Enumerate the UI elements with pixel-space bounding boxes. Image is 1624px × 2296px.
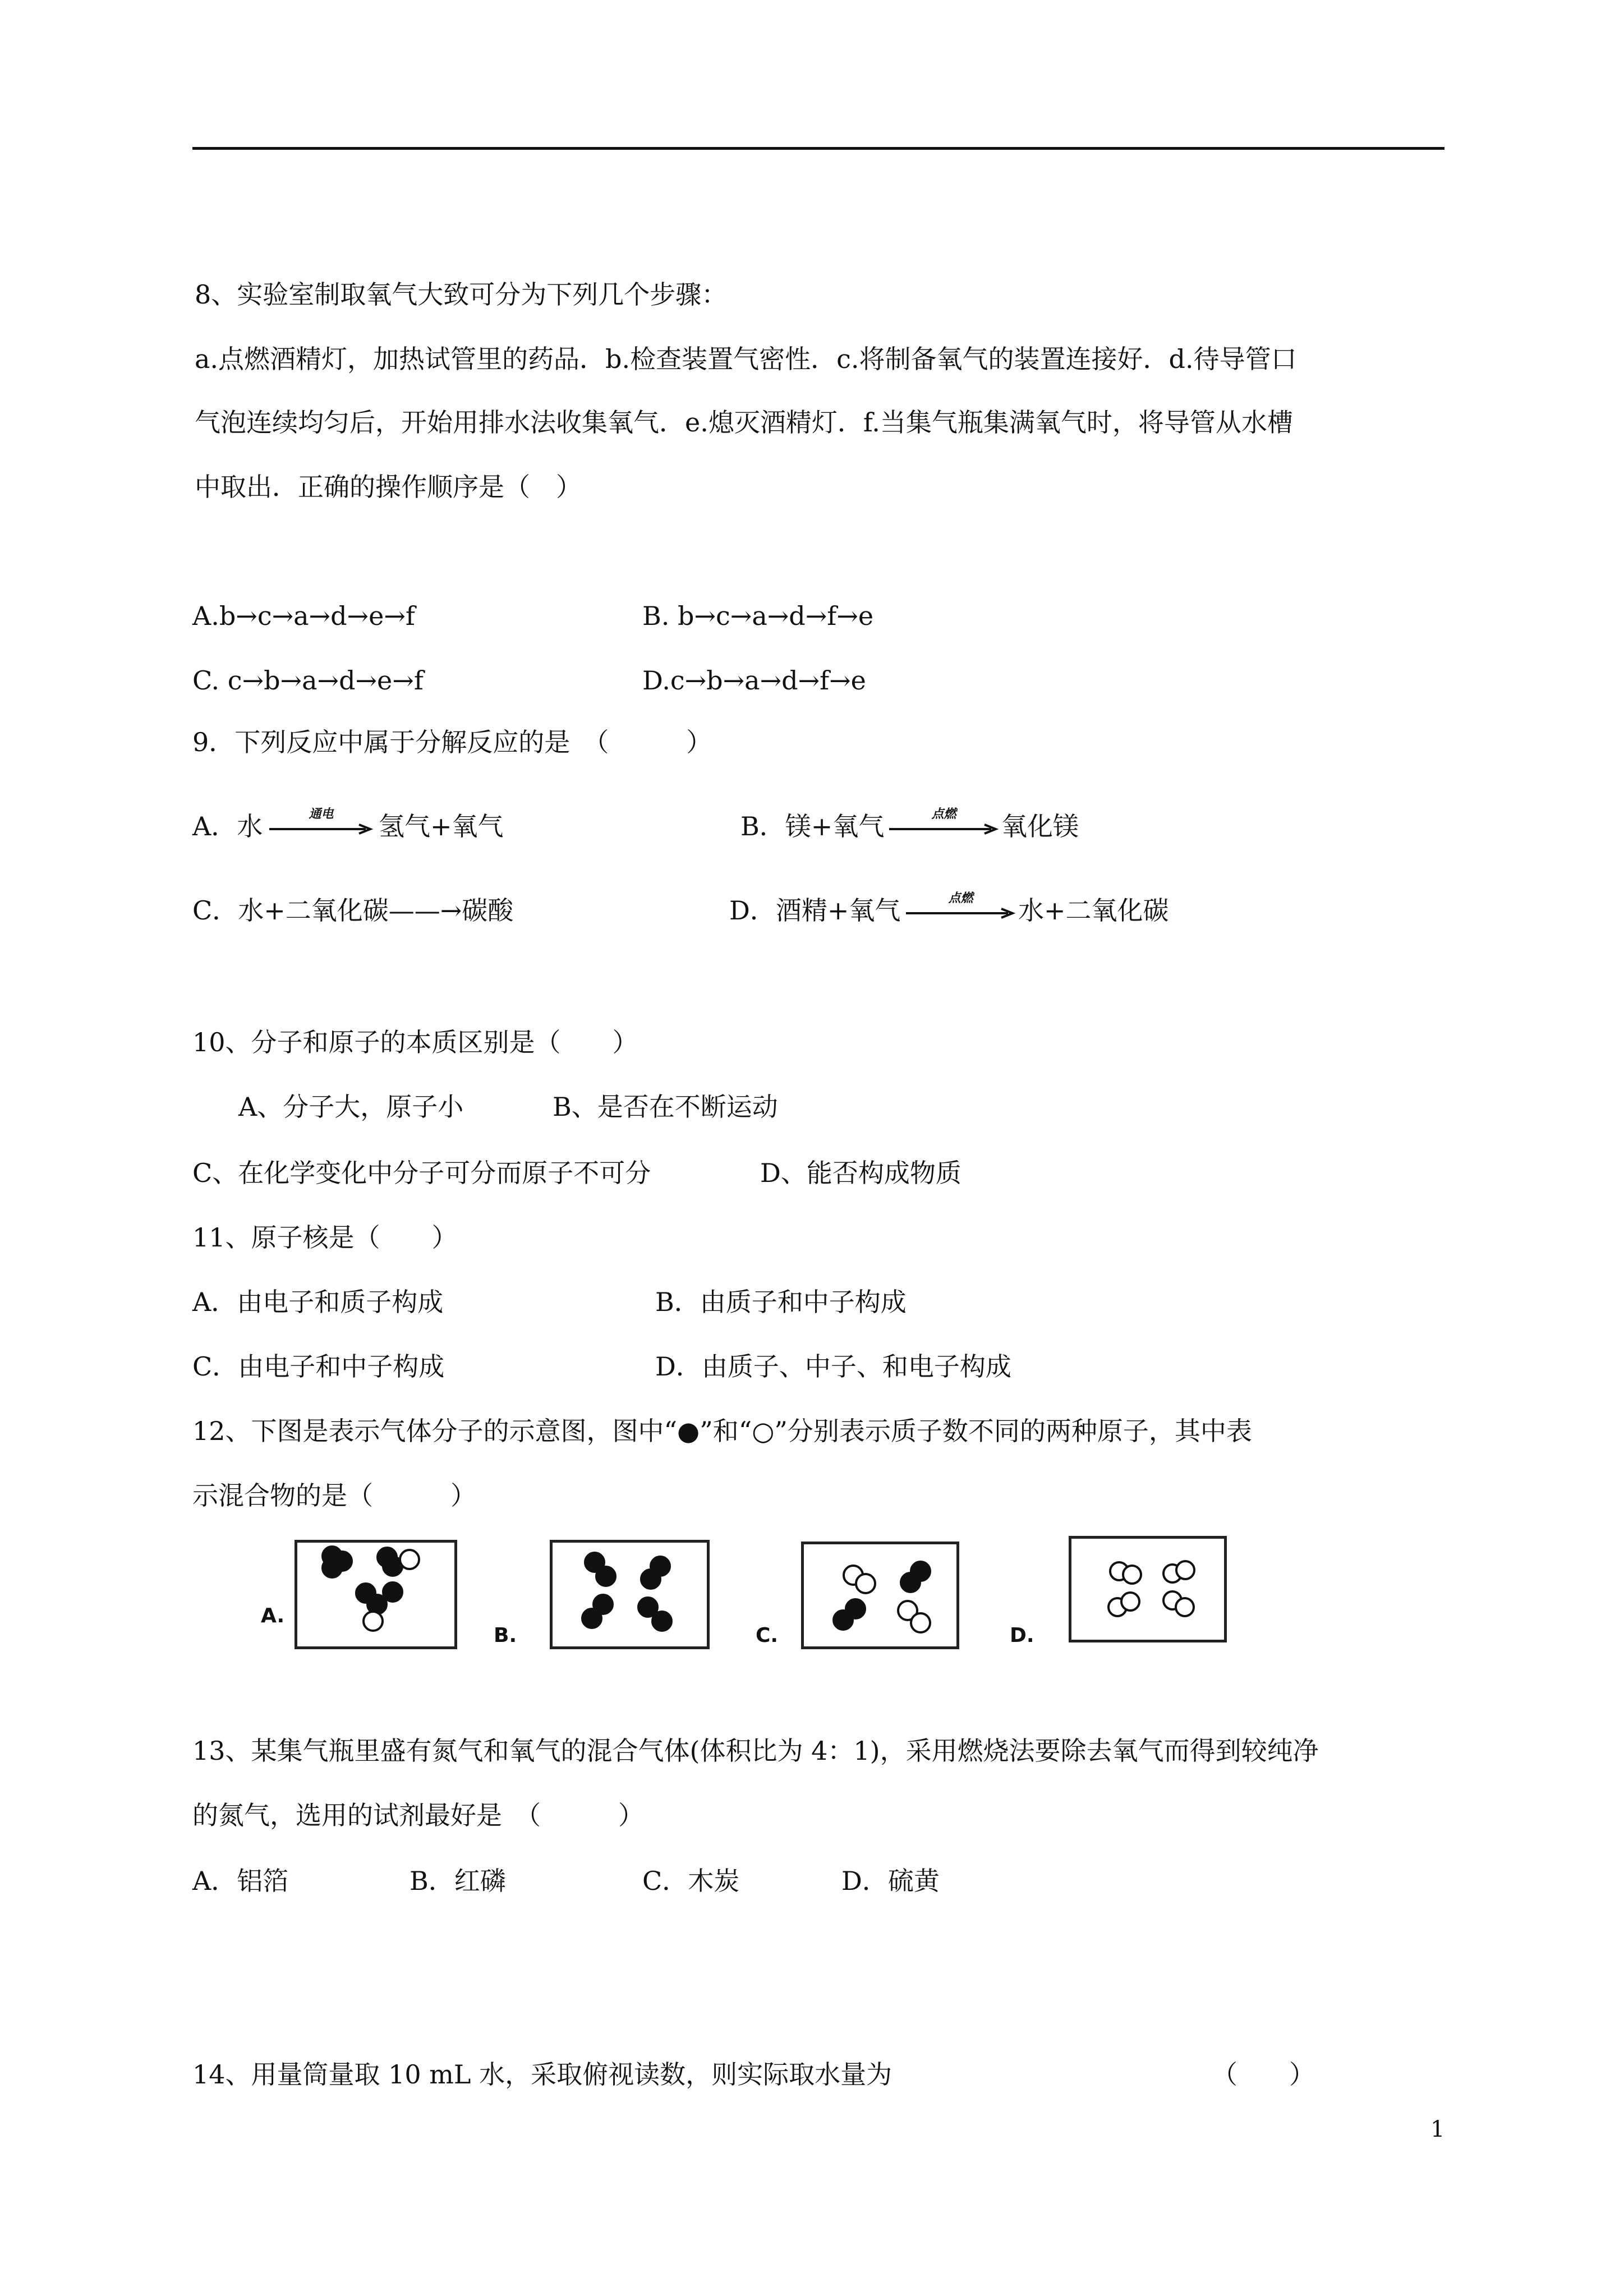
panel-a-label: A. bbox=[261, 1604, 285, 1627]
q9-a-arrow bbox=[269, 807, 373, 835]
q11-stem: 11、原子核是（ ） bbox=[192, 1222, 458, 1253]
q8-line3: 中取出．正确的操作顺序是（ ） bbox=[195, 472, 582, 502]
q10-option-b: B、是否在不断运动 bbox=[553, 1092, 778, 1122]
molecule-diagram-a bbox=[297, 1543, 454, 1646]
panel-d-label: D. bbox=[1010, 1624, 1034, 1647]
q9-d-product: 水+二氧化碳 bbox=[1018, 895, 1169, 926]
q13-option-b: B．红磷 bbox=[410, 1866, 506, 1896]
q13-line2: 的氮气，选用的试剂最好是 （ ） bbox=[192, 1800, 644, 1830]
q13-option-c: C．木炭 bbox=[642, 1866, 740, 1896]
q9-c-equation: C．水+二氧化碳——→碳酸 bbox=[192, 895, 514, 926]
q9-a-reactant: A．水 bbox=[192, 811, 263, 841]
molecule-diagram-d bbox=[1071, 1539, 1224, 1640]
q10-option-d: D、能否构成物质 bbox=[760, 1158, 961, 1188]
q9-a-condition: 通电 bbox=[309, 807, 334, 821]
arrow-icon bbox=[889, 823, 999, 835]
q8-line2: 气泡连续均匀后，开始用排水法收集氧气．e.熄灭酒精灯．f.当集气瓶集满氧气时，将导管从水槽 bbox=[195, 407, 1293, 438]
header-rule bbox=[192, 147, 1444, 150]
page-number: 1 bbox=[1430, 2116, 1445, 2142]
q11-option-a: A．由电子和质子构成 bbox=[192, 1287, 444, 1317]
panel-b-label: B. bbox=[494, 1624, 517, 1647]
q8-line1: a.点燃酒精灯，加热试管里的药品．b.检查装置气密性．c.将制备氧气的装置连接好．d.待导管口 bbox=[195, 344, 1297, 374]
q12-line2: 示混合物的是（ ） bbox=[192, 1480, 476, 1511]
molecule-diagram-b bbox=[553, 1543, 707, 1646]
q13-option-d: D．硫黄 bbox=[841, 1866, 940, 1896]
q8-option-b: B. b→c→a→d→f→e bbox=[642, 601, 874, 631]
panel-c bbox=[801, 1542, 959, 1649]
q10-stem: 10、分子和原子的本质区别是（ ） bbox=[192, 1027, 638, 1057]
arrow-icon bbox=[906, 908, 1015, 919]
q8-option-a: A.b→c→a→d→e→f bbox=[192, 601, 415, 631]
q12-line1: 12、下图是表示气体分子的示意图，图中“●”和“○”分别表示质子数不同的两种原子，其中表 bbox=[192, 1416, 1252, 1446]
q10-option-a: A、分子大，原子小 bbox=[238, 1092, 464, 1122]
q8-stem: 8、实验室制取氧气大致可分为下列几个步骤： bbox=[195, 279, 728, 310]
q9-b-product: 氧化镁 bbox=[1001, 811, 1079, 841]
q9-d-condition: 点燃 bbox=[948, 891, 973, 905]
molecule-diagram-c bbox=[804, 1544, 956, 1646]
q9-d-arrow bbox=[906, 891, 1015, 919]
q13-line1: 13、某集气瓶里盛有氮气和氧气的混合气体(体积比为 4：1)，采用燃烧法要除去氧气而得到较纯净 bbox=[192, 1736, 1319, 1766]
q8-option-d: D.c→b→a→d→f→e bbox=[642, 665, 866, 696]
panel-d bbox=[1069, 1536, 1227, 1642]
q9-d-reactant: D．酒精+氧气 bbox=[729, 895, 901, 926]
q9-a-product: 氢气+氧气 bbox=[379, 811, 504, 841]
panel-a bbox=[295, 1540, 457, 1649]
q9-stem: 9．下列反应中属于分解反应的是 （ ） bbox=[192, 727, 712, 757]
panel-b bbox=[550, 1540, 710, 1649]
q13-option-a: A．铝箔 bbox=[192, 1866, 289, 1896]
q9-b-reactant: B．镁+氧气 bbox=[740, 811, 885, 841]
q9-b-arrow bbox=[889, 807, 999, 835]
q14-answer-paren: （ ） bbox=[1212, 2059, 1315, 2090]
q14-stem: 14、用量筒量取 10 mL 水，采取俯视读数，则实际取水量为 bbox=[192, 2059, 892, 2090]
q11-option-d: D．由质子、中子、和电子构成 bbox=[655, 1351, 1011, 1382]
q9-b-condition: 点燃 bbox=[931, 807, 956, 821]
arrow-icon bbox=[269, 823, 373, 835]
q11-option-c: C．由电子和中子构成 bbox=[192, 1351, 445, 1382]
q10-option-c: C、在化学变化中分子可分而原子不可分 bbox=[192, 1158, 651, 1188]
q11-option-b: B．由质子和中子构成 bbox=[655, 1287, 907, 1317]
panel-c-label: C. bbox=[756, 1624, 779, 1647]
q8-option-c: C. c→b→a→d→e→f bbox=[192, 665, 424, 696]
